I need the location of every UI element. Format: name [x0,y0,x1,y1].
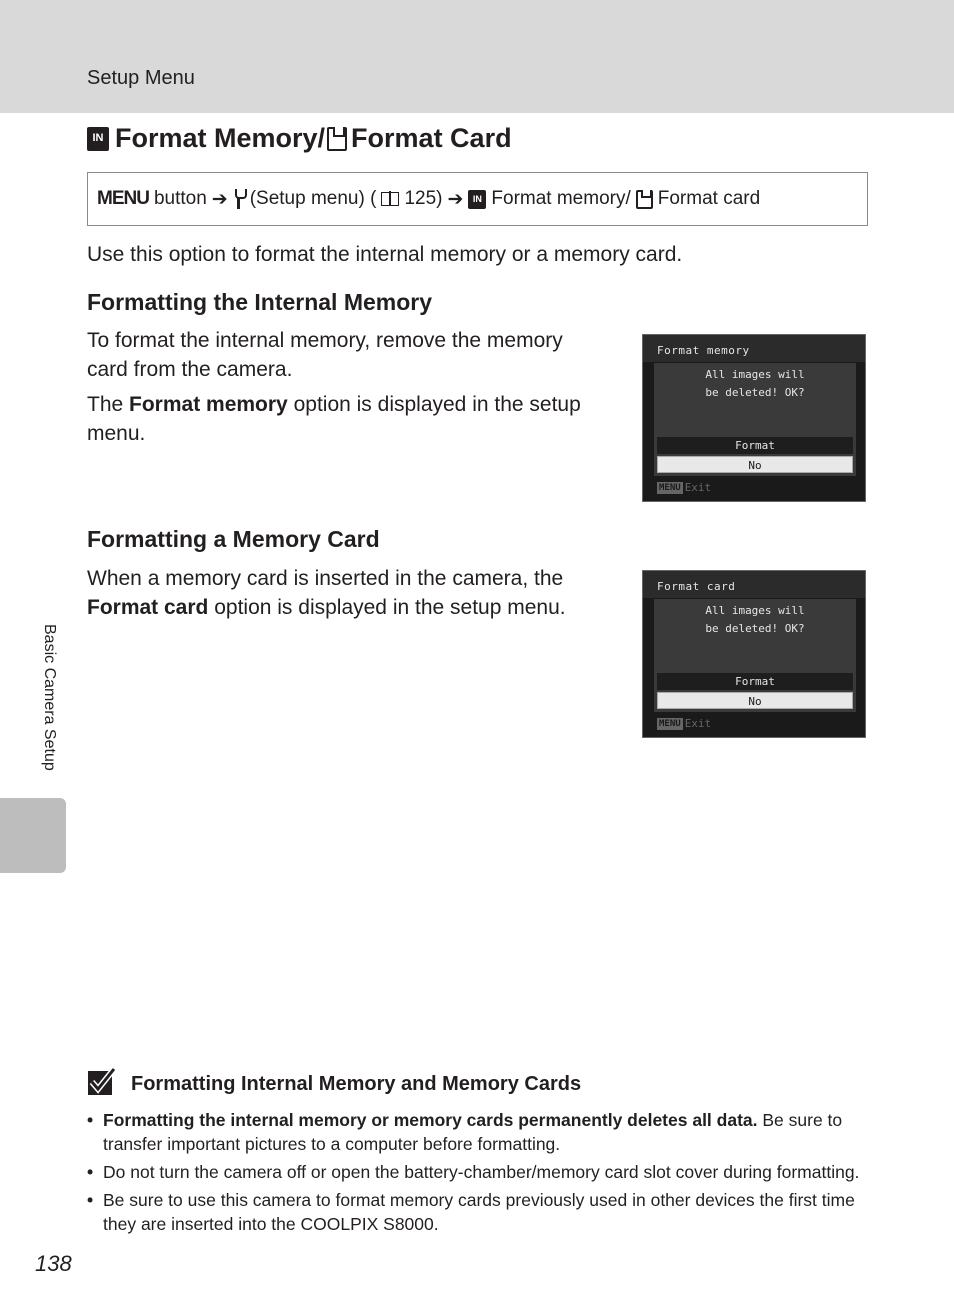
dialog-message-line2: be deleted! OK? [705,622,805,635]
side-tab-label: Basic Camera Setup [41,624,58,771]
header-band [0,0,954,113]
page-title-part2: Format Card [351,123,512,153]
arrow-right-icon: ➔ [447,188,464,210]
dialog-message-line1: All images will [705,368,805,381]
screen-footer [657,481,711,494]
bold-term: Formatting the internal memory or memory cards permanently deletes all data. [103,1110,758,1130]
internal-para-1: To format the internal memory, remove the memory card from the camera. [87,329,563,381]
nav-button-label: button [153,188,207,209]
bold-term: Format card [87,596,209,619]
page-title [87,123,512,154]
nav-format-card: Format card [657,188,761,209]
footer-exit-label: Exit [684,717,712,730]
nav-page-ref: 125) [404,188,443,209]
screen-title: Format card [657,580,736,593]
side-tab-marker [0,798,66,873]
text-span: Be sure to use this camera to format memory cards previously used in other devices the first time they are inserted into the COOLPIX S8000. [103,1190,855,1234]
footer-exit-label: Exit [684,481,712,494]
menu-badge-icon: MENU [659,482,681,493]
dialog-message-line2: be deleted! OK? [705,386,805,399]
text-span: The [87,393,130,416]
wrench-icon [233,189,245,209]
menu-badge-icon: MENU [659,718,681,729]
heading-memory-card: Formatting a Memory Card [87,526,380,552]
intro-text: Use this option to format the internal memory or a memory card. [87,243,683,266]
nav-format-memory: Format memory/ [491,188,631,209]
arrow-right-icon: ➔ [211,188,228,210]
navigation-path [87,172,868,226]
checkmark-note-icon [87,1068,117,1096]
text-span: Do not turn the camera off or open the battery-chamber/memory card slot cover during formatting. [103,1162,860,1182]
page-title-part1: Format Memory/ [115,123,326,153]
heading-internal-memory: Formatting the Internal Memory [87,289,433,315]
text-span: When a memory card is inserted in the camera, the [87,567,564,590]
text-span: Be sure to transfer important pictures to a computer before formatting. [103,1110,843,1154]
option-no: No [657,456,853,473]
nav-setup-menu: (Setup menu) ( [249,188,377,209]
screen-dialog [654,363,856,476]
internal-memory-icon: IN [468,190,486,209]
option-format: Format [657,673,853,690]
text-span: option is displayed in the setup menu. [87,393,581,445]
screen-dialog [654,599,856,712]
bold-term: Format memory [129,393,288,416]
screen-title: Format memory [657,344,750,357]
section-label: Setup Menu [87,67,195,89]
list-item [87,1108,867,1156]
text-span: option is displayed in the setup menu. [208,596,566,619]
internal-para-2 [87,390,617,448]
note-title: Formatting Internal Memory and Memory Cards [131,1073,582,1095]
page-number: 138 [35,1251,72,1276]
screen-footer [657,717,711,730]
memory-card-icon [636,190,653,209]
list-item [87,1160,867,1184]
book-icon [381,192,399,206]
list-item [87,1188,867,1236]
memory-card-icon [327,127,347,151]
internal-memory-icon: IN [87,127,109,151]
camera-screen-format-card [642,570,866,738]
option-no: No [657,692,853,709]
option-format: Format [657,437,853,454]
card-para [87,564,607,622]
note-bullet-list [87,1108,867,1240]
dialog-message-line1: All images will [705,604,805,617]
camera-screen-format-memory [642,334,866,502]
menu-button-icon: MENU [97,188,149,209]
